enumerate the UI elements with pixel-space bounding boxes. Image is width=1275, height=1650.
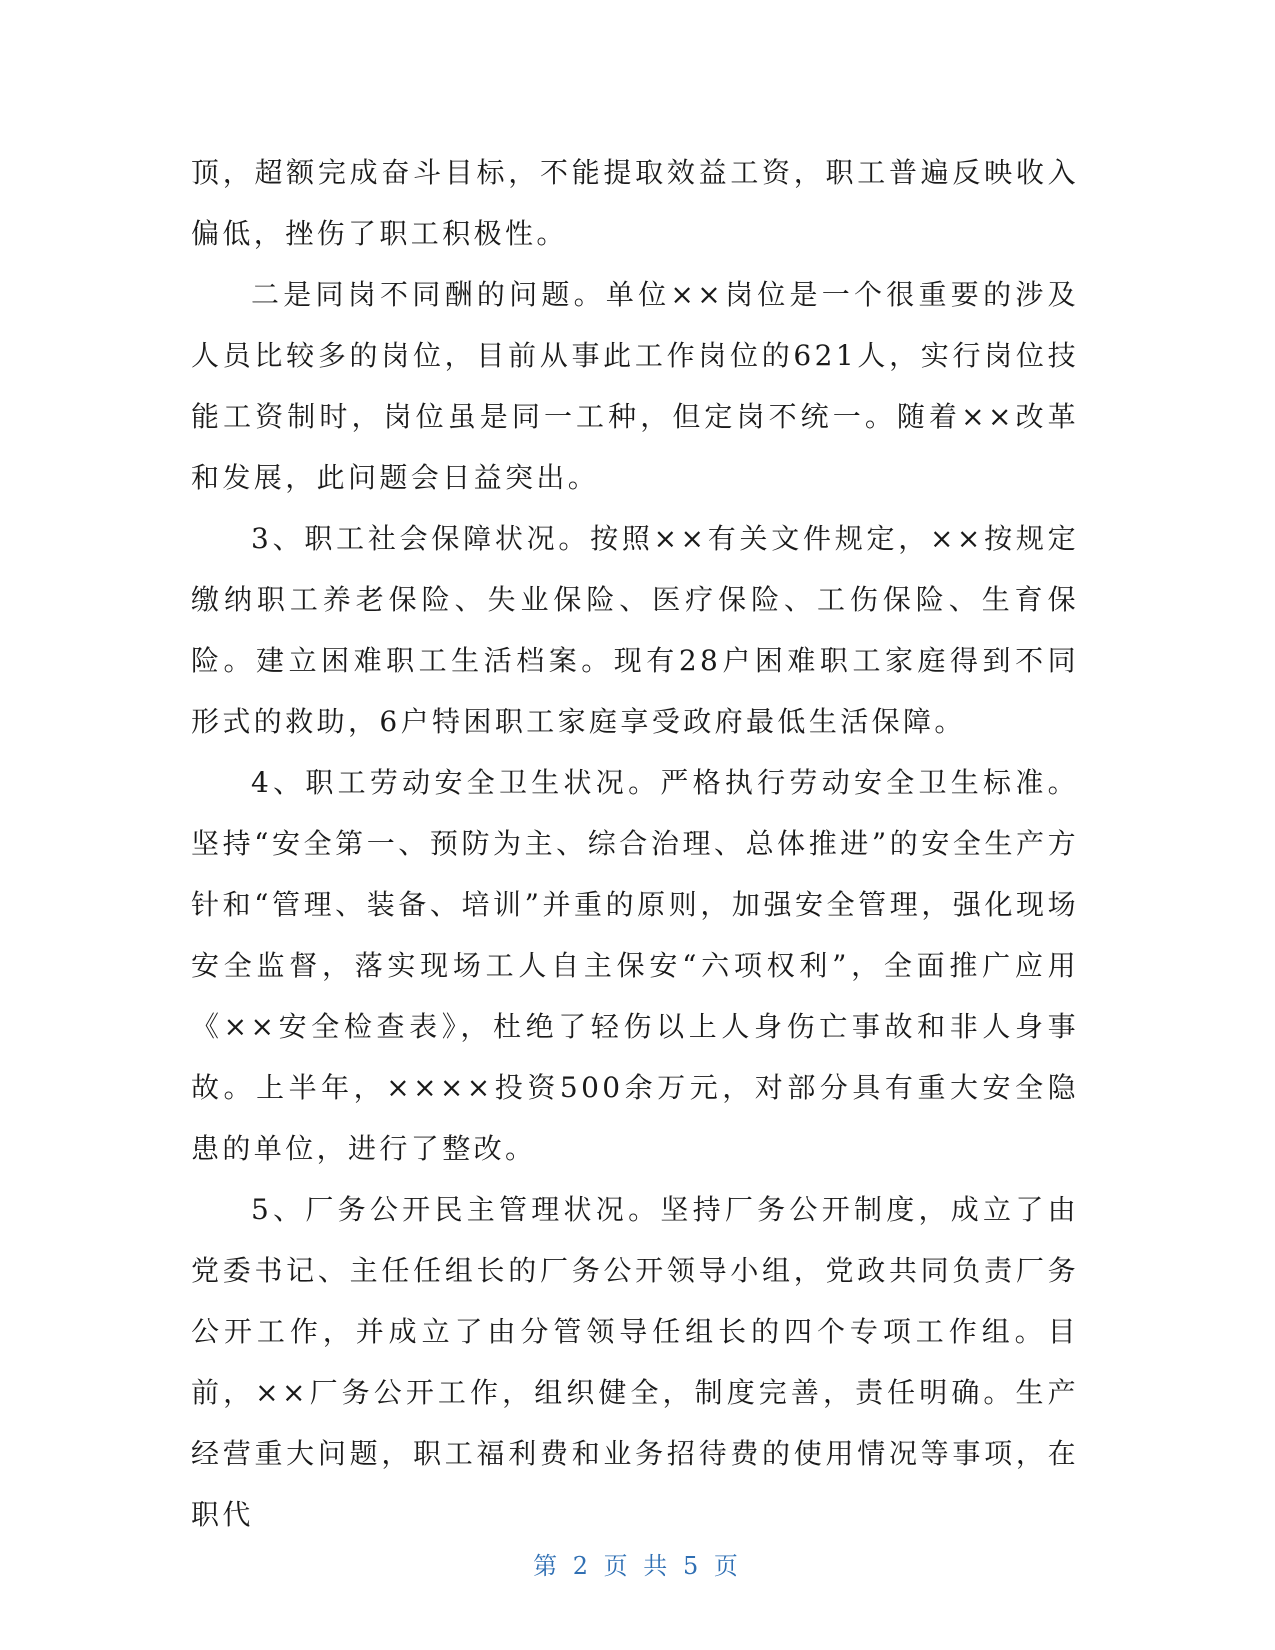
current-page-number: 2 — [572, 1552, 593, 1580]
document-body — [191, 142, 1079, 1545]
paragraph-1: 顶，超额完成奋斗目标，不能提取效益工资，职工普遍反映收入偏低，挫伤了职工积极性。 — [191, 156, 1079, 250]
footer-middle: 页 共 — [603, 1552, 672, 1580]
paragraph-2: 二是同岗不同酬的问题。单位××岗位是一个很重要的涉及人员比较多的岗位，目前从事此工作岗位的621人，实行岗位技能工资制时，岗位虽是同一工种，但定岗不统一。随着××改革和发展，此问题会日益突出。 — [191, 278, 1079, 494]
paragraph-3: 3、职工社会保障状况。按照××有关文件规定，××按规定缴纳职工养老保险、失业保险、医疗保险、工伤保险、生育保险。建立困难职工生活档案。现有28户困难职工家庭得到不同形式的救助，6户特困职工家庭享受政府最低生活保障。 — [191, 522, 1079, 738]
footer-suffix: 页 — [713, 1552, 742, 1580]
paragraph-4: 4、职工劳动安全卫生状况。严格执行劳动安全卫生标准。坚持“安全第一、预防为主、综合治理、总体推进”的安全生产方针和“管理、装备、培训”并重的原则，加强安全管理，强化现场安全监督，落实现场工人自主保安“六项权利”，全面推广应用《××安全检查表》，杜绝了轻伤以上人身伤亡事故和非人身事故。上半年，××××投资500余万元，对部分具有重大安全隐患的单位，进行了整改。 — [191, 766, 1079, 1165]
paragraph-5: 5、厂务公开民主管理状况。坚持厂务公开制度，成立了由党委书记、主任任组长的厂务公开领导小组，党政共同负责厂务公开工作，并成立了由分管领导任组长的四个专项工作组。目前，××厂务公开工作，组织健全，制度完善，责任明确。生产经营重大问题，职工福利费和业务招待费的使用情况等事项，在职代 — [191, 1193, 1079, 1531]
footer-prefix: 第 — [533, 1552, 562, 1580]
total-page-count: 5 — [682, 1552, 703, 1580]
page-number-footer — [0, 1546, 1275, 1581]
